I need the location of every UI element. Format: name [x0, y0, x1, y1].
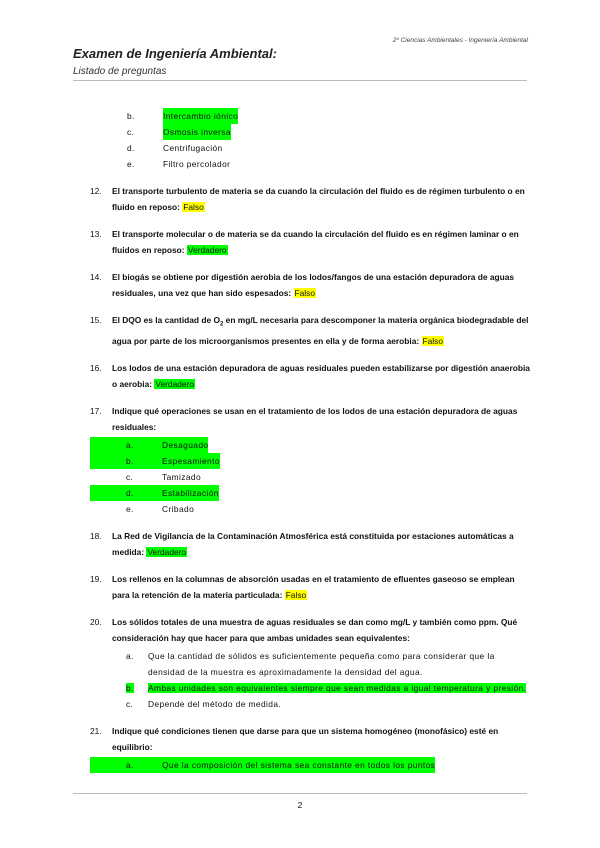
option-item: [90, 485, 530, 501]
question-number: 12.: [90, 186, 102, 196]
option-item: [90, 140, 530, 156]
option-item: [90, 648, 530, 680]
option-text: Osmosis inversa: [163, 124, 231, 140]
question-20-options: [90, 648, 530, 712]
option-text: Intercambio iónico: [163, 108, 238, 124]
page-number: 2: [297, 800, 303, 810]
option-letter: a.: [90, 437, 162, 453]
question-21: [90, 723, 530, 755]
option-text: Ambas unidades son equivalentes siempre que sean medidas a igual temperatura y presión.: [148, 682, 527, 693]
option-text: Tamizado: [162, 471, 202, 482]
answer-false-badge: Falso: [285, 589, 307, 600]
option-text: Filtro percolador: [163, 159, 231, 169]
question-number: 17.: [90, 405, 102, 416]
question-text: El DQO es la cantidad de O: [112, 315, 220, 325]
option-item: [90, 156, 530, 172]
option-letter: a.: [90, 757, 162, 773]
option-text: Depende del método de medida.: [148, 698, 282, 709]
answer-true-badge: Verdadero: [147, 546, 187, 557]
option-text: Cribado: [162, 503, 195, 514]
header-course: 2º Ciencias Ambientales - Ingeniería Ambiental: [392, 37, 528, 44]
option-item: [90, 124, 530, 140]
previous-question-options: [90, 108, 530, 172]
option-item: [90, 501, 530, 517]
option-item: [90, 757, 530, 773]
subscript: 2: [219, 321, 224, 328]
question-number: 21.: [90, 725, 102, 736]
question-17: [90, 403, 530, 435]
question-text: Indique qué operaciones se usan en el tratamiento de los lodos de una estación depuradora de aguas residuales:: [112, 405, 518, 432]
question-19: [90, 571, 530, 603]
question-number: 14.: [90, 272, 102, 282]
answer-false-badge: Falso: [183, 202, 204, 212]
question-13: [90, 226, 530, 258]
question-text: El biogás se obtiene por digestión aerobia de los lodos/fangos de una estación depuradora de aguas residuales, una vez que han sido espesados:: [112, 272, 515, 298]
answer-true-badge: Verdadero: [155, 378, 195, 389]
option-letter: d.: [127, 143, 135, 153]
option-item: [90, 680, 530, 696]
answer-false-badge: Falso: [422, 335, 443, 346]
question-text: Los lodos de una estación depuradora de aguas residuales pueden estabilizarse por digestión anaerobia o aerobia:: [112, 362, 530, 389]
option-text: Espesamiento: [162, 453, 220, 469]
option-text: Centrifugación: [163, 143, 223, 153]
option-letter: b.: [90, 453, 162, 469]
option-letter: e.: [127, 159, 135, 169]
option-text: Desaguado: [162, 437, 208, 453]
answer-false-badge: Falso: [294, 288, 316, 298]
question-20: [90, 614, 530, 646]
question-number: 20.: [90, 616, 102, 627]
question-text: El transporte molecular o de materia se da cuando la circulación del fluido es en régimen laminar o en fluidos en reposo:: [112, 229, 519, 255]
question-number: 13.: [90, 229, 102, 239]
header-rule: [73, 80, 527, 81]
document-subtitle: Listado de preguntas: [73, 66, 167, 77]
option-letter: a.: [126, 650, 134, 661]
option-item: [90, 453, 530, 469]
question-12: [90, 183, 530, 215]
footer-rule: [73, 793, 527, 794]
question-17-options: [90, 437, 530, 517]
question-list: [90, 108, 530, 773]
option-letter: b.: [127, 111, 135, 121]
document-title: Examen de Ingeniería Ambiental:: [73, 46, 277, 61]
option-text: Que la cantidad de sólidos es suficientemente pequeña como para considerar que la densidad de la muestra es aproximadamente la densidad del agua.: [148, 650, 495, 677]
question-18: [90, 528, 530, 560]
question-21-options: [90, 757, 530, 773]
question-number: 19.: [90, 573, 102, 584]
question-number: 18.: [90, 530, 102, 541]
question-14: [90, 269, 530, 301]
question-text-cont: en mg/L necesaria para descomponer la materia orgánica biodegradable del agua por parte de los microorganismos presentes en ella y de forma aerobia:: [112, 315, 529, 346]
option-item: [90, 696, 530, 712]
question-text: Indique qué condiciones tienen que darse para que un sistema homogéneo (monofásico) esté en equilibrio:: [112, 725, 499, 752]
option-text: Estabilización: [162, 485, 219, 501]
option-letter: d.: [90, 485, 162, 501]
question-15: [90, 312, 530, 349]
option-letter: b.: [126, 682, 134, 693]
answer-true-badge: Verdadero: [187, 245, 227, 255]
option-letter: c.: [126, 698, 134, 709]
question-text: Los sólidos totales de una muestra de aguas residuales se dan como mg/L y también como ppm. Qué consideración hay que hacer para que ambas unidades sean equivalentes:: [112, 616, 518, 643]
question-text: El transporte turbulento de materia se da cuando la circulación del fluido es de régimen turbulento o en fluido en reposo:: [112, 186, 525, 212]
question-text: La Red de Vigilancia de la Contaminación Atmosférica está constituida por estaciones automáticas a medida:: [112, 530, 514, 557]
question-number: 16.: [90, 362, 102, 373]
option-letter: e.: [126, 503, 134, 514]
option-letter: c.: [127, 127, 135, 137]
option-item: [90, 437, 530, 453]
question-number: 15.: [90, 315, 102, 325]
option-item: [90, 469, 530, 485]
question-text: Los rellenos en la columnas de absorción usadas en el tratamiento de efluentes gaseoso se emplean para la retención de la materia particulada:: [112, 573, 515, 600]
option-text: Que la composición del sistema sea constante en todos los puntos: [162, 757, 435, 773]
option-item: [90, 108, 530, 124]
option-letter: c.: [126, 471, 134, 482]
question-16: [90, 360, 530, 392]
